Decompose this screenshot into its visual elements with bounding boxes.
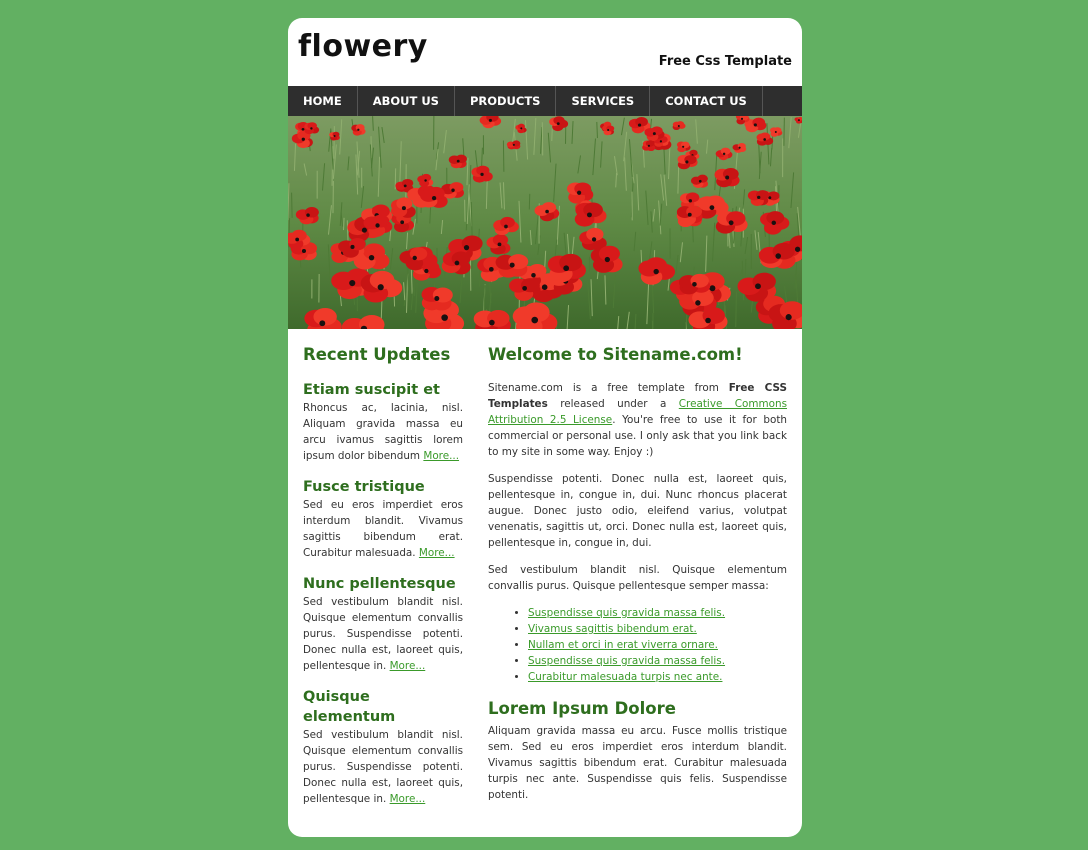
list-item bbox=[528, 669, 787, 685]
site-logo[interactable]: flowery bbox=[298, 29, 428, 64]
section-title: Lorem Ipsum Dolore bbox=[488, 699, 676, 718]
license-link[interactable]: Creative Commons Attribution 2.5 License bbox=[488, 398, 787, 426]
sidebar-post-title: Etiam suscipit et bbox=[303, 382, 440, 398]
list-item bbox=[528, 621, 787, 637]
sidebar-post bbox=[303, 477, 463, 561]
nav-about-us[interactable]: ABOUT US bbox=[358, 86, 455, 116]
sidebar-post-title: Fusce tristique bbox=[303, 479, 425, 495]
sidebar-post-text: Sed vestibulum blandit nisl. Quisque elementum convallis purus. Suspendisse potenti. Donec nulla est, laoreet quis, pellentesque in. More... bbox=[303, 729, 463, 805]
link-list bbox=[488, 605, 787, 685]
sidebar-post bbox=[303, 380, 463, 464]
list-link[interactable]: Vivamus sagittis bibendum erat. bbox=[528, 623, 697, 635]
paragraph-4: Aliquam gravida massa eu arcu. Fusce mollis tristique sem. Sed eu eros imperdiet eros interdum blandit. Vivamus sagittis bibendum erat. Curabitur malesuada turpis nec ante. Suspendisse quis felis. Suspendisse potenti. bbox=[488, 725, 787, 801]
header bbox=[288, 18, 802, 86]
more-link[interactable]: More... bbox=[389, 660, 426, 672]
main-title: Welcome to Sitename.com! bbox=[488, 345, 743, 364]
paragraph-3: Sed vestibulum blandit nisl. Quisque elementum convallis purus. Quisque pellentesque semper massa: bbox=[488, 564, 787, 592]
sidebar-post bbox=[303, 574, 463, 674]
banner-image bbox=[288, 116, 802, 329]
sidebar-post-text: Rhoncus ac, lacinia, nisl. Aliquam gravida massa eu arcu ivamus sagittis lorem ipsum dolor bibendum More... bbox=[303, 402, 463, 462]
sidebar-title: Recent Updates bbox=[303, 345, 451, 364]
main-nav bbox=[288, 86, 802, 116]
list-link[interactable]: Curabitur malesuada turpis nec ante. bbox=[528, 671, 723, 683]
list-link[interactable]: Nullam et orci in erat viverra ornare. bbox=[528, 639, 718, 651]
main-content bbox=[488, 343, 787, 814]
paragraph-2: Suspendisse potenti. Donec nulla est, laoreet quis, pellentesque in, congue in, dui. Nunc rhoncus placerat augue. Donec justo odio, eleifend varius, volutpat venenatis, sagittis ut, orci. Donec nulla est, laoreet quis, pellentesque in, congue in, dui. bbox=[488, 473, 787, 549]
list-link[interactable]: Suspendisse quis gravida massa felis. bbox=[528, 655, 726, 667]
more-link[interactable]: More... bbox=[423, 450, 460, 462]
more-link[interactable]: More... bbox=[418, 547, 455, 559]
nav-products[interactable]: PRODUCTS bbox=[455, 86, 557, 116]
sidebar-post bbox=[303, 687, 463, 807]
sidebar bbox=[303, 343, 463, 807]
list-item bbox=[528, 653, 787, 669]
nav-home[interactable]: HOME bbox=[288, 86, 358, 116]
sidebar-post-text: Sed eu eros imperdiet eros interdum blandit. Vivamus sagittis bibendum erat. Curabitur malesuada. More... bbox=[303, 499, 463, 559]
sidebar-post-title: Quisque elementum bbox=[303, 689, 396, 725]
nav-contact-us[interactable]: CONTACT US bbox=[650, 86, 763, 116]
nav-services[interactable]: SERVICES bbox=[556, 86, 650, 116]
sidebar-post-title: Nunc pellentesque bbox=[303, 576, 456, 592]
page-container bbox=[288, 18, 802, 837]
intro-paragraph: Sitename.com is a free template from Free CSS Templates released under a Creative Commons Attribution 2.5 License. You're free to use it for both commercial or personal use. I only ask that you link back to my site in some way. Enjoy :) bbox=[488, 382, 788, 458]
more-link[interactable]: More... bbox=[389, 793, 426, 805]
list-link[interactable]: Suspendisse quis gravida massa felis. bbox=[528, 607, 726, 619]
list-item bbox=[528, 637, 787, 653]
tagline: Free Css Template bbox=[658, 54, 792, 69]
list-item bbox=[528, 605, 787, 621]
poppy-field-image bbox=[288, 116, 802, 329]
sidebar-post-text: Sed vestibulum blandit nisl. Quisque elementum convallis purus. Suspendisse potenti. Donec nulla est, laoreet quis, pellentesque in. More... bbox=[303, 596, 463, 672]
